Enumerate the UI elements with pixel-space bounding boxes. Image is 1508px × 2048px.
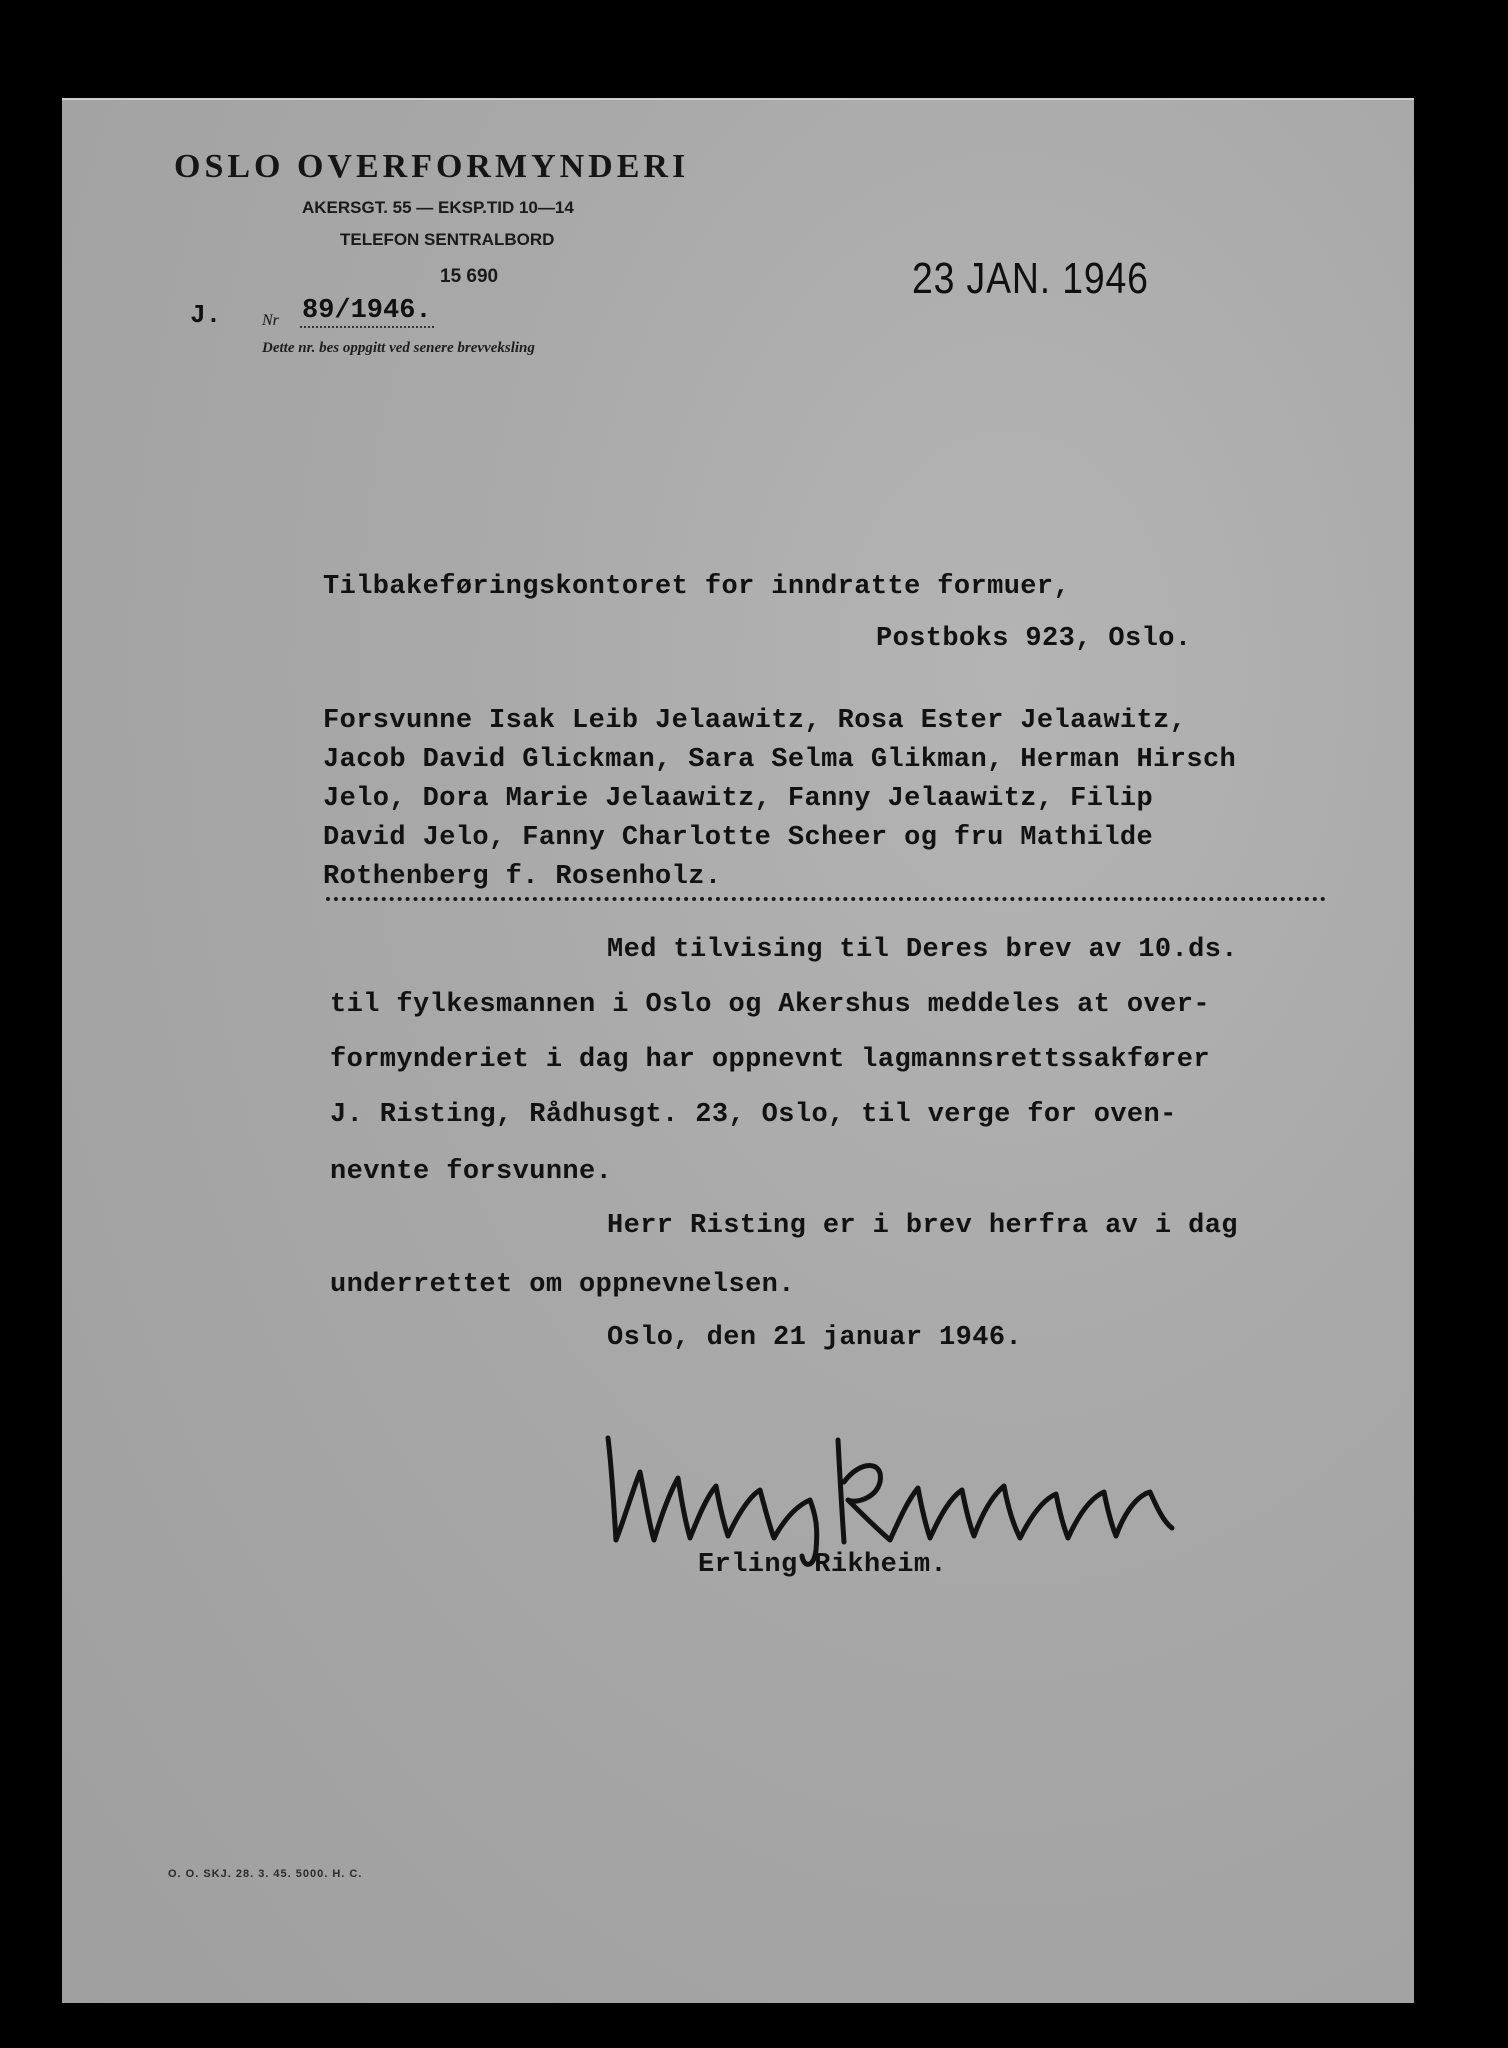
subject-line: Jacob David Glickman, Sara Selma Glikman, Herman Hirsch: [323, 745, 1237, 775]
date-stamp: 23 JAN. 1946: [912, 254, 1149, 303]
body-line: nevnte forsvunne.: [330, 1157, 613, 1187]
subject-line: Forsvunne Isak Leib Jelaawitz, Rosa Ester Jelaawitz,: [323, 706, 1187, 736]
reference-number: 89/1946.: [302, 296, 432, 326]
letterhead-phone-number: 15 690: [440, 266, 499, 287]
body-line: underrettet om oppnevnelsen.: [330, 1270, 795, 1300]
form-footer-code: O. O. SKJ. 28. 3. 45. 5000. H. C.: [168, 1868, 363, 1880]
reference-note: Dette nr. bes oppgitt ved senere brevveksling: [262, 340, 535, 356]
subject-line: David Jelo, Fanny Charlotte Scheer og fru Mathilde: [323, 823, 1154, 853]
signature-name: Erling Rikheim.: [698, 1550, 948, 1580]
letterhead-title: OSLO OVERFORMYNDERI: [174, 148, 690, 185]
subject-line: Jelo, Dora Marie Jelaawitz, Fanny Jelaawitz, Filip: [323, 784, 1154, 814]
recipient-line-1: Tilbakeføringskontoret for inndratte formuer,: [323, 572, 1071, 602]
body-line: Herr Risting er i brev herfra av i dag: [607, 1211, 1238, 1241]
closing-date: Oslo, den 21 januar 1946.: [607, 1323, 1023, 1353]
body-line: formynderiet i dag har oppnevnt lagmannsrettssakfører: [330, 1045, 1210, 1075]
recipient-line-2: Postboks 923, Oslo.: [876, 624, 1192, 654]
dotted-separator: [326, 891, 1326, 901]
handwritten-signature: [590, 1400, 1190, 1570]
journal-prefix: J.: [190, 300, 222, 330]
body-line: Med tilvising til Deres brev av 10.ds.: [607, 935, 1238, 965]
body-line: til fylkesmannen i Oslo og Akershus meddeles at over-: [330, 990, 1210, 1020]
nr-label: Nr: [262, 312, 279, 329]
subject-line: Rothenberg f. Rosenholz.: [323, 862, 722, 892]
letterhead-telephone-label: TELEFON SENTRALBORD: [340, 230, 555, 249]
letterhead-address: AKERSGT. 55 — EKSP.TID 10—14: [302, 198, 574, 217]
body-line: J. Risting, Rådhusgt. 23, Oslo, til verge for oven-: [330, 1100, 1177, 1130]
